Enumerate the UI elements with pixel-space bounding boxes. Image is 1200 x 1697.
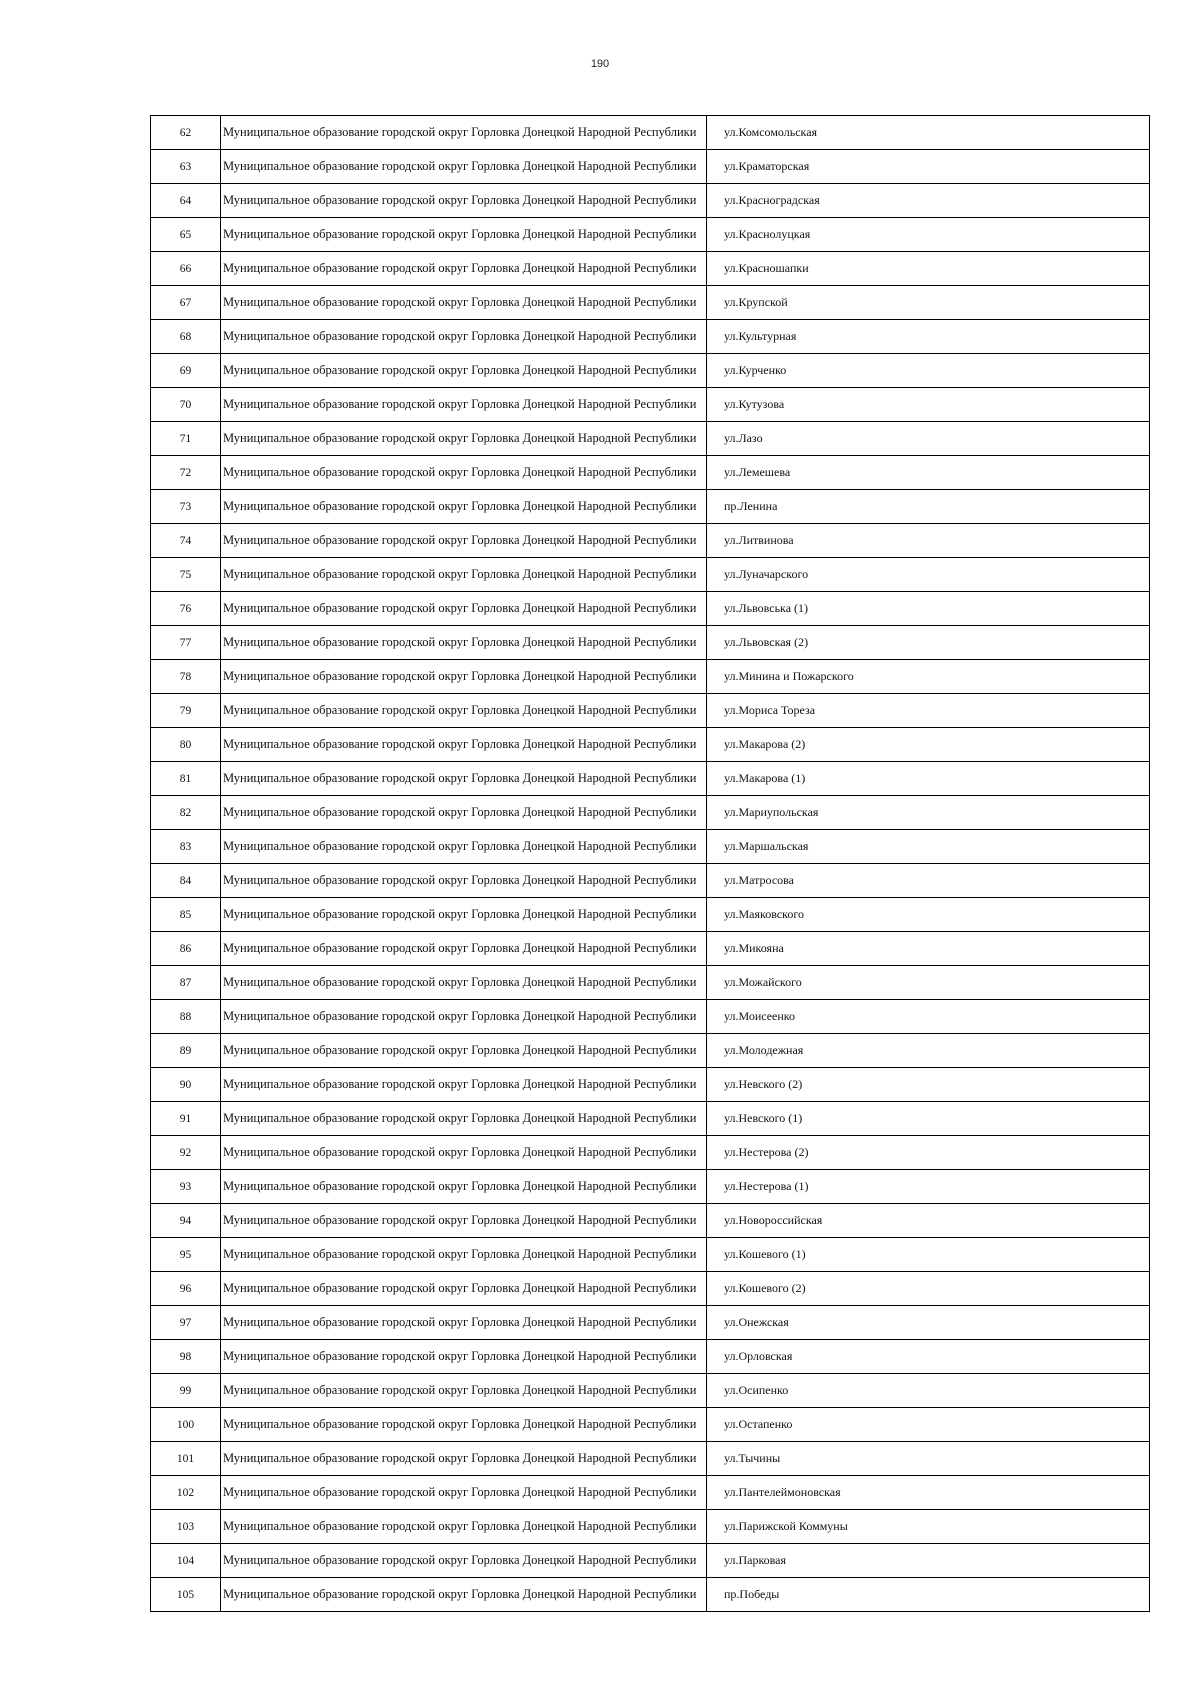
table-row <box>151 456 1150 490</box>
organization-name: Муниципальное образование городской округ Горловка Донецкой Народной Республики <box>221 1272 707 1306</box>
street-name: ул.Кошевого (1) <box>707 1238 1150 1272</box>
table-row <box>151 1034 1150 1068</box>
table-row <box>151 524 1150 558</box>
street-name: ул.Луначарского <box>707 558 1150 592</box>
table-row <box>151 592 1150 626</box>
row-number: 82 <box>151 796 221 830</box>
row-number: 67 <box>151 286 221 320</box>
table-row <box>151 1510 1150 1544</box>
table-row <box>151 830 1150 864</box>
row-number: 105 <box>151 1578 221 1612</box>
row-number: 83 <box>151 830 221 864</box>
organization-name: Муниципальное образование городской округ Горловка Донецкой Народной Республики <box>221 796 707 830</box>
table-row <box>151 1000 1150 1034</box>
street-name: ул.Невского (2) <box>707 1068 1150 1102</box>
table-row <box>151 728 1150 762</box>
street-table <box>150 115 1150 1612</box>
row-number: 101 <box>151 1442 221 1476</box>
street-name: ул.Красношапки <box>707 252 1150 286</box>
table-row <box>151 1340 1150 1374</box>
table-row <box>151 558 1150 592</box>
street-name: ул.Мариупольская <box>707 796 1150 830</box>
table-row <box>151 184 1150 218</box>
table-row <box>151 1102 1150 1136</box>
street-name: ул.Макарова (2) <box>707 728 1150 762</box>
row-number: 69 <box>151 354 221 388</box>
organization-name: Муниципальное образование городской округ Горловка Донецкой Народной Республики <box>221 1034 707 1068</box>
row-number: 96 <box>151 1272 221 1306</box>
row-number: 81 <box>151 762 221 796</box>
organization-name: Муниципальное образование городской округ Горловка Донецкой Народной Республики <box>221 864 707 898</box>
organization-name: Муниципальное образование городской округ Горловка Донецкой Народной Республики <box>221 1510 707 1544</box>
street-name: ул.Парижской Коммуны <box>707 1510 1150 1544</box>
table-row <box>151 354 1150 388</box>
table-row <box>151 932 1150 966</box>
row-number: 72 <box>151 456 221 490</box>
street-name: ул.Моисеенко <box>707 1000 1150 1034</box>
row-number: 80 <box>151 728 221 762</box>
street-name: ул.Крупской <box>707 286 1150 320</box>
street-name: ул.Литвинова <box>707 524 1150 558</box>
street-name: ул.Макарова (1) <box>707 762 1150 796</box>
row-number: 85 <box>151 898 221 932</box>
organization-name: Муниципальное образование городской округ Горловка Донецкой Народной Республики <box>221 524 707 558</box>
table-row <box>151 1306 1150 1340</box>
organization-name: Муниципальное образование городской округ Горловка Донецкой Народной Республики <box>221 1136 707 1170</box>
table-row <box>151 218 1150 252</box>
street-name: ул.Курченко <box>707 354 1150 388</box>
organization-name: Муниципальное образование городской округ Горловка Донецкой Народной Республики <box>221 1442 707 1476</box>
table-row <box>151 116 1150 150</box>
street-name: пр.Ленина <box>707 490 1150 524</box>
organization-name: Муниципальное образование городской округ Горловка Донецкой Народной Республики <box>221 150 707 184</box>
row-number: 68 <box>151 320 221 354</box>
row-number: 90 <box>151 1068 221 1102</box>
table-row <box>151 1476 1150 1510</box>
organization-name: Муниципальное образование городской округ Горловка Донецкой Народной Республики <box>221 592 707 626</box>
table-row <box>151 1544 1150 1578</box>
organization-name: Муниципальное образование городской округ Горловка Донецкой Народной Республики <box>221 762 707 796</box>
organization-name: Муниципальное образование городской округ Горловка Донецкой Народной Республики <box>221 116 707 150</box>
table-row <box>151 796 1150 830</box>
street-name: ул.Маяковского <box>707 898 1150 932</box>
street-name: ул.Кутузова <box>707 388 1150 422</box>
row-number: 102 <box>151 1476 221 1510</box>
row-number: 86 <box>151 932 221 966</box>
street-name: ул.Остапенко <box>707 1408 1150 1442</box>
street-name: ул.Краснолуцкая <box>707 218 1150 252</box>
organization-name: Муниципальное образование городской округ Горловка Донецкой Народной Республики <box>221 252 707 286</box>
row-number: 78 <box>151 660 221 694</box>
organization-name: Муниципальное образование городской округ Горловка Донецкой Народной Республики <box>221 388 707 422</box>
organization-name: Муниципальное образование городской округ Горловка Донецкой Народной Республики <box>221 320 707 354</box>
organization-name: Муниципальное образование городской округ Горловка Донецкой Народной Республики <box>221 456 707 490</box>
organization-name: Муниципальное образование городской округ Горловка Донецкой Народной Республики <box>221 1340 707 1374</box>
row-number: 87 <box>151 966 221 1000</box>
organization-name: Муниципальное образование городской округ Горловка Донецкой Народной Республики <box>221 1374 707 1408</box>
table-row <box>151 1238 1150 1272</box>
row-number: 84 <box>151 864 221 898</box>
street-name: ул.Микояна <box>707 932 1150 966</box>
street-name: ул.Нестерова (2) <box>707 1136 1150 1170</box>
street-name: ул.Пантелеймоновская <box>707 1476 1150 1510</box>
table-row <box>151 1374 1150 1408</box>
table-row <box>151 1170 1150 1204</box>
street-name: ул.Осипенко <box>707 1374 1150 1408</box>
table-row <box>151 1068 1150 1102</box>
street-name: ул.Парковая <box>707 1544 1150 1578</box>
page-number: 190 <box>590 58 610 70</box>
organization-name: Муниципальное образование городской округ Горловка Донецкой Народной Республики <box>221 932 707 966</box>
street-name: ул.Молодежная <box>707 1034 1150 1068</box>
street-name: ул.Орловская <box>707 1340 1150 1374</box>
table-row <box>151 422 1150 456</box>
table-row <box>151 490 1150 524</box>
row-number: 95 <box>151 1238 221 1272</box>
row-number: 103 <box>151 1510 221 1544</box>
row-number: 77 <box>151 626 221 660</box>
organization-name: Муниципальное образование городской округ Горловка Донецкой Народной Республики <box>221 966 707 1000</box>
organization-name: Муниципальное образование городской округ Горловка Донецкой Народной Республики <box>221 184 707 218</box>
street-table-body <box>151 116 1150 1612</box>
street-name: ул.Львовська (1) <box>707 592 1150 626</box>
row-number: 62 <box>151 116 221 150</box>
street-name: ул.Краматорская <box>707 150 1150 184</box>
row-number: 89 <box>151 1034 221 1068</box>
table-row <box>151 320 1150 354</box>
table-row <box>151 1408 1150 1442</box>
street-name: ул.Можайского <box>707 966 1150 1000</box>
table-row <box>151 898 1150 932</box>
row-number: 97 <box>151 1306 221 1340</box>
table-row <box>151 1204 1150 1238</box>
row-number: 74 <box>151 524 221 558</box>
organization-name: Муниципальное образование городской округ Горловка Донецкой Народной Республики <box>221 660 707 694</box>
table-row <box>151 762 1150 796</box>
row-number: 92 <box>151 1136 221 1170</box>
organization-name: Муниципальное образование городской округ Горловка Донецкой Народной Республики <box>221 354 707 388</box>
street-name: пр.Победы <box>707 1578 1150 1612</box>
row-number: 79 <box>151 694 221 728</box>
table-row <box>151 150 1150 184</box>
table-row <box>151 694 1150 728</box>
organization-name: Муниципальное образование городской округ Горловка Донецкой Народной Республики <box>221 1102 707 1136</box>
street-name: ул.Онежская <box>707 1306 1150 1340</box>
row-number: 63 <box>151 150 221 184</box>
street-name: ул.Маршальская <box>707 830 1150 864</box>
organization-name: Муниципальное образование городской округ Горловка Донецкой Народной Республики <box>221 1238 707 1272</box>
street-name: ул.Невского (1) <box>707 1102 1150 1136</box>
table-row <box>151 1442 1150 1476</box>
row-number: 73 <box>151 490 221 524</box>
street-name: ул.Лазо <box>707 422 1150 456</box>
row-number: 98 <box>151 1340 221 1374</box>
organization-name: Муниципальное образование городской округ Горловка Донецкой Народной Республики <box>221 728 707 762</box>
organization-name: Муниципальное образование городской округ Горловка Донецкой Народной Республики <box>221 490 707 524</box>
organization-name: Муниципальное образование городской округ Горловка Донецкой Народной Республики <box>221 1306 707 1340</box>
street-name: ул.Лемешева <box>707 456 1150 490</box>
row-number: 94 <box>151 1204 221 1238</box>
row-number: 100 <box>151 1408 221 1442</box>
table-row <box>151 626 1150 660</box>
street-name: ул.Комсомольская <box>707 116 1150 150</box>
organization-name: Муниципальное образование городской округ Горловка Донецкой Народной Республики <box>221 1476 707 1510</box>
organization-name: Муниципальное образование городской округ Горловка Донецкой Народной Республики <box>221 1000 707 1034</box>
table-row <box>151 1578 1150 1612</box>
row-number: 93 <box>151 1170 221 1204</box>
organization-name: Муниципальное образование городской округ Горловка Донецкой Народной Республики <box>221 1578 707 1612</box>
row-number: 88 <box>151 1000 221 1034</box>
organization-name: Муниципальное образование городской округ Горловка Донецкой Народной Республики <box>221 422 707 456</box>
organization-name: Муниципальное образование городской округ Горловка Донецкой Народной Республики <box>221 1408 707 1442</box>
organization-name: Муниципальное образование городской округ Горловка Донецкой Народной Республики <box>221 1170 707 1204</box>
street-name: ул.Кошевого (2) <box>707 1272 1150 1306</box>
table-row <box>151 388 1150 422</box>
row-number: 66 <box>151 252 221 286</box>
table-row <box>151 966 1150 1000</box>
organization-name: Муниципальное образование городской округ Горловка Донецкой Народной Республики <box>221 218 707 252</box>
street-name: ул.Львовская (2) <box>707 626 1150 660</box>
street-name: ул.Новороссийская <box>707 1204 1150 1238</box>
street-name: ул.Красноградская <box>707 184 1150 218</box>
organization-name: Муниципальное образование городской округ Горловка Донецкой Народной Республики <box>221 626 707 660</box>
street-name: ул.Культурная <box>707 320 1150 354</box>
row-number: 76 <box>151 592 221 626</box>
organization-name: Муниципальное образование городской округ Горловка Донецкой Народной Республики <box>221 1068 707 1102</box>
row-number: 70 <box>151 388 221 422</box>
table-row <box>151 286 1150 320</box>
row-number: 64 <box>151 184 221 218</box>
organization-name: Муниципальное образование городской округ Горловка Донецкой Народной Республики <box>221 898 707 932</box>
organization-name: Муниципальное образование городской округ Горловка Донецкой Народной Республики <box>221 1544 707 1578</box>
table-row <box>151 1136 1150 1170</box>
row-number: 75 <box>151 558 221 592</box>
street-name: ул.Минина и Пожарского <box>707 660 1150 694</box>
organization-name: Муниципальное образование городской округ Горловка Донецкой Народной Республики <box>221 558 707 592</box>
organization-name: Муниципальное образование городской округ Горловка Донецкой Народной Республики <box>221 286 707 320</box>
row-number: 91 <box>151 1102 221 1136</box>
street-name: ул.Тычины <box>707 1442 1150 1476</box>
street-name: ул.Матросова <box>707 864 1150 898</box>
table-row <box>151 660 1150 694</box>
organization-name: Муниципальное образование городской округ Горловка Донецкой Народной Республики <box>221 694 707 728</box>
street-name: ул.Мориса Тореза <box>707 694 1150 728</box>
table-row <box>151 864 1150 898</box>
organization-name: Муниципальное образование городской округ Горловка Донецкой Народной Республики <box>221 830 707 864</box>
row-number: 104 <box>151 1544 221 1578</box>
row-number: 99 <box>151 1374 221 1408</box>
organization-name: Муниципальное образование городской округ Горловка Донецкой Народной Республики <box>221 1204 707 1238</box>
table-row <box>151 252 1150 286</box>
row-number: 65 <box>151 218 221 252</box>
table-row <box>151 1272 1150 1306</box>
street-name: ул.Нестерова (1) <box>707 1170 1150 1204</box>
row-number: 71 <box>151 422 221 456</box>
